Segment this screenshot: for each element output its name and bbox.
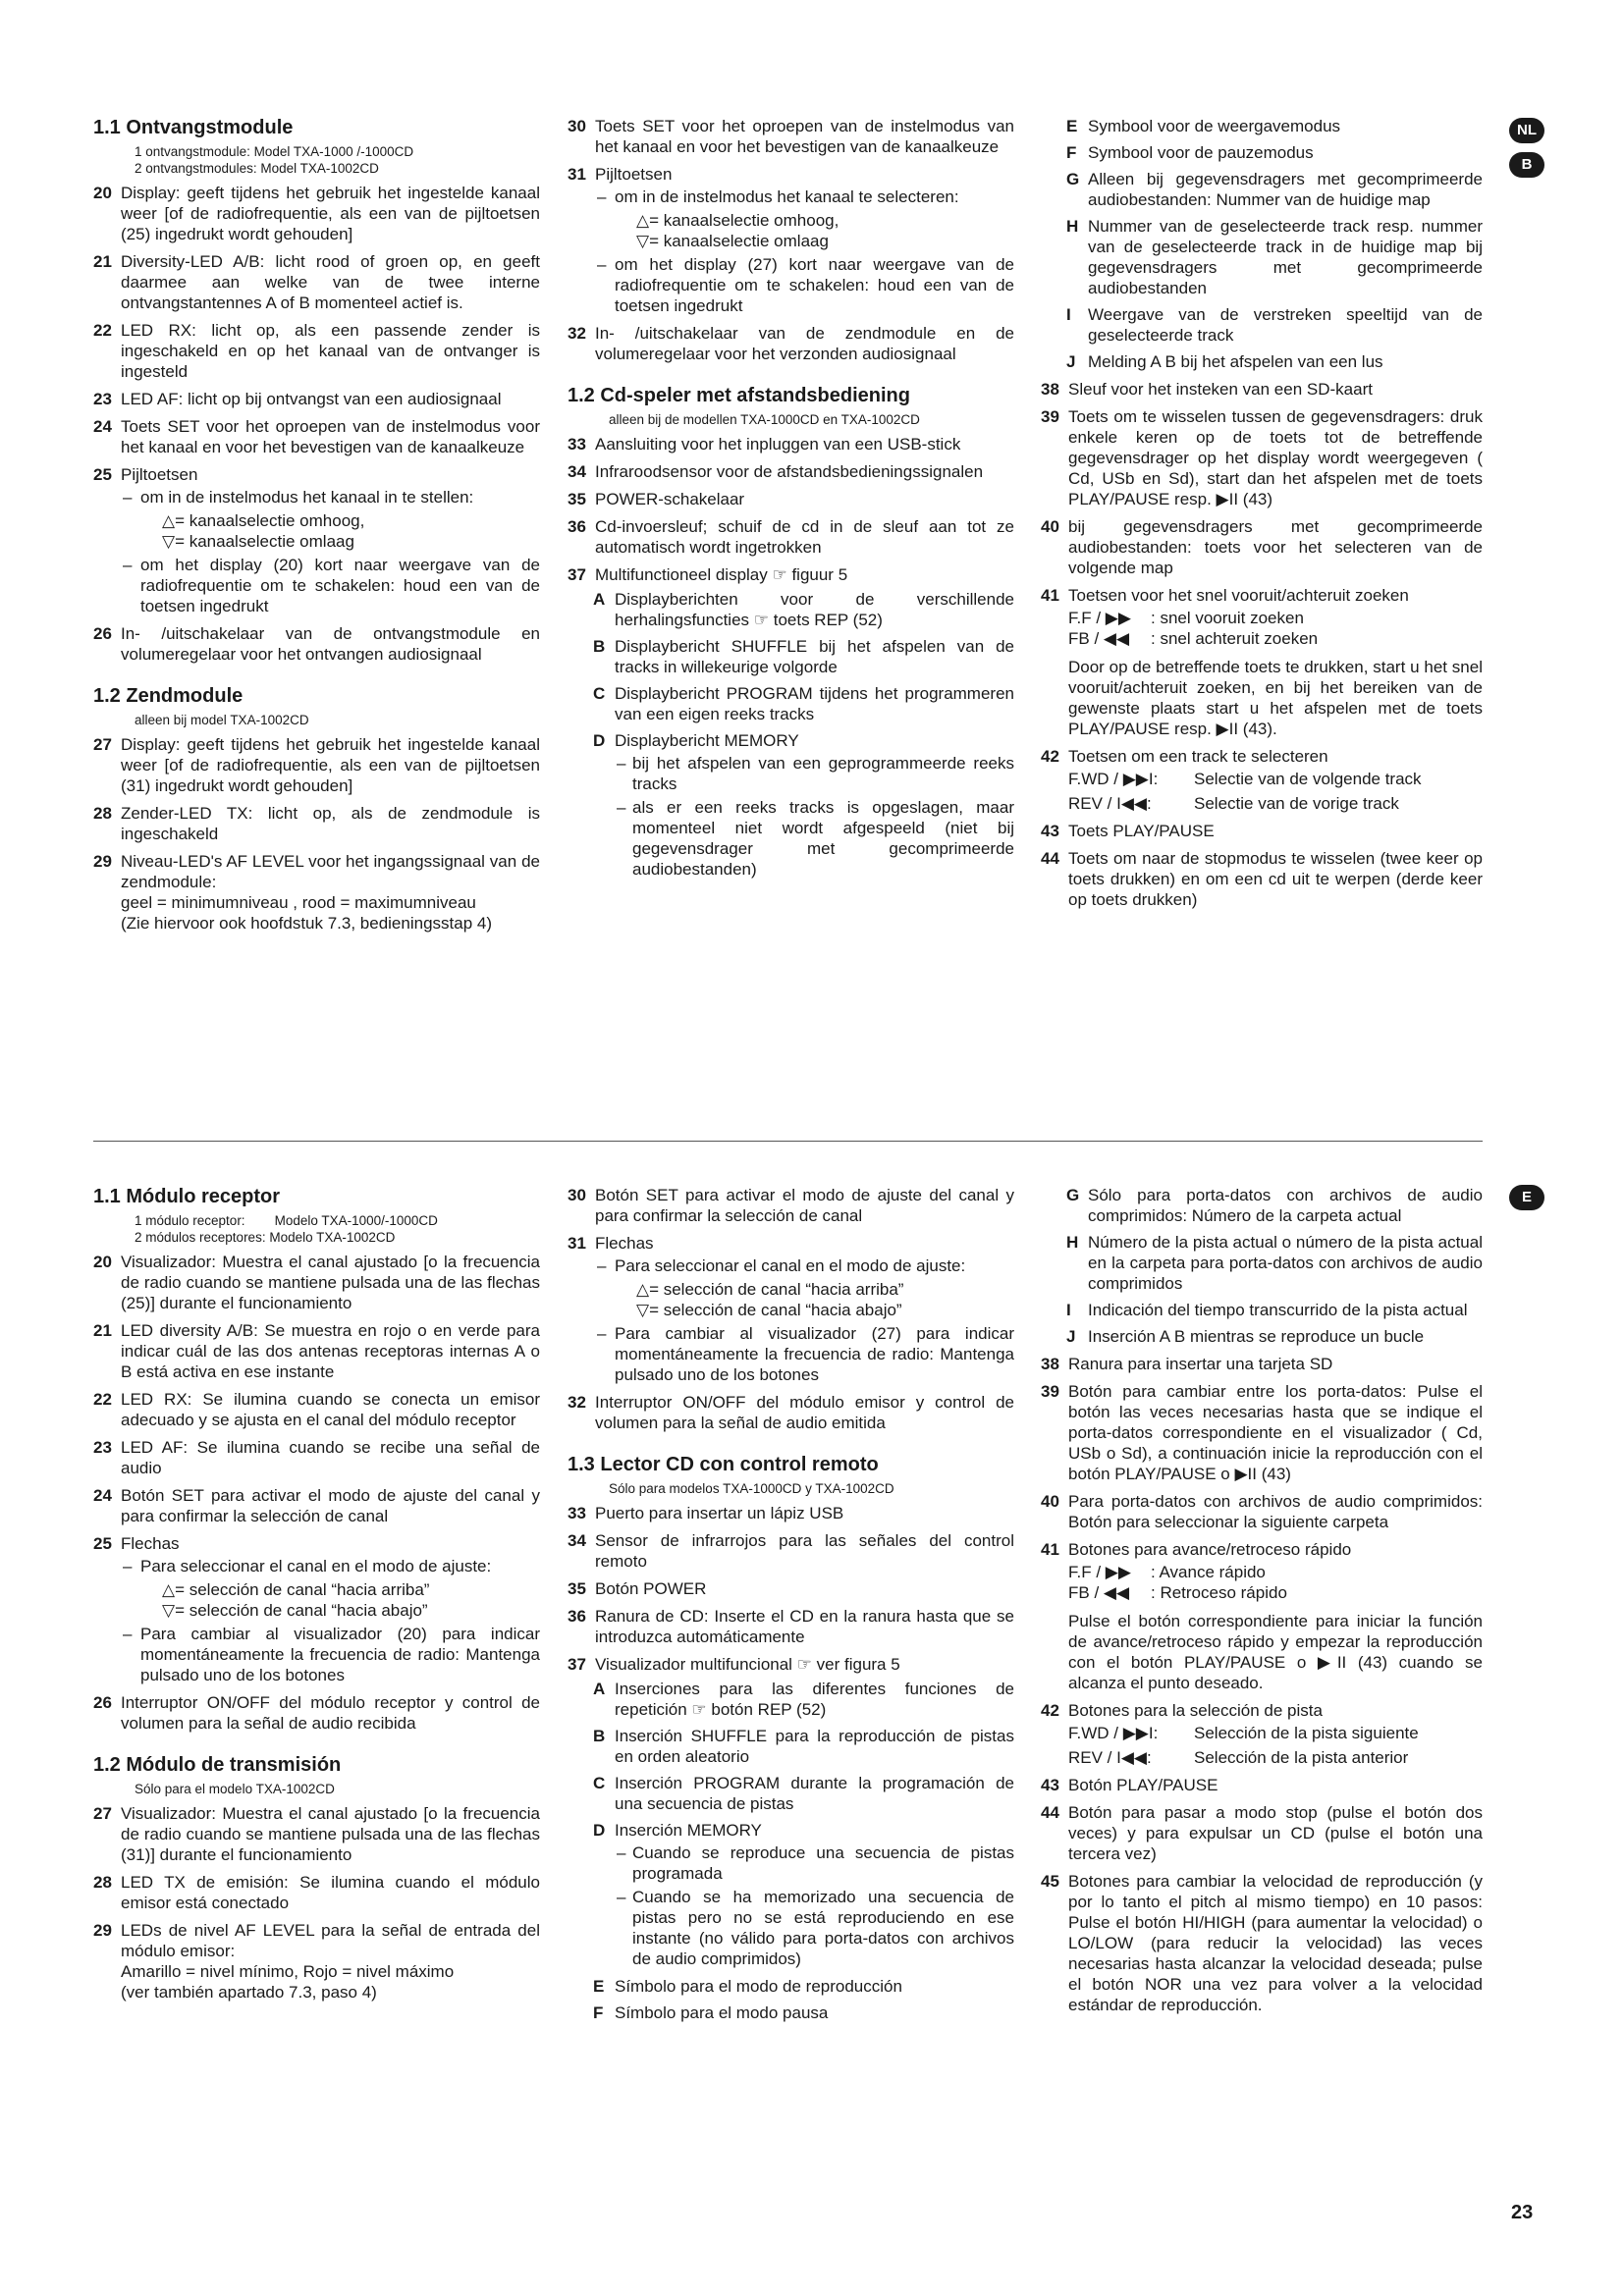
section-title: 1.1 Ontvangstmodule [93,117,294,138]
item-27: 27 Visualizador: Muestra el canal ajustado [o la frecuencia de radio cuando se mantiene pulsada una de las flechas (31)] durante el funcionamiento [93,1804,540,1864]
item-37-list-cont: G Sólo para porta-datos con archivos de audio comprimidos: Número de la carpeta actual H Número de la pista actual o número de la pista actual en la carpeta para porta-datos con archivos de audio comprimidos I Indicación del tiempo transcurrido de la pista actual J Inserción A B mientras se reproduce un bucle [1066,1186,1483,1346]
item-43: 43 Botón PLAY/PAUSE [1041,1776,1218,1794]
item-25-list: – om in de instelmodus het kanaal in te stellen: △= kanaalselectie omhoog, ▽= kanaalselectie omlaag – om het display (20) kort naar weergave van de radiofrequentie om te schakelen: houd een van de toetsen ingedrukt [123,488,540,615]
item-29-detail: (Zie hiervoor ook hoofdstuk 7.3, bedieningsstap 4) [121,914,493,933]
item-25: 25 Flechas [93,1534,180,1553]
section-subtitle: Sólo para el modelo TXA-1002CD [135,1782,335,1796]
item-41-keys: F.F / ▶▶ : Avance rápido FB / ◀◀ : Retroceso rápido Pulse el botón correspondiente para iniciar la función de avance/retroceso rápido y empezar la reproducción con el botón PLAY/PAUSE o ▶II (43) cuando se alcanza el punto deseado. [1068,1563,1483,1692]
item-42: 42 Toetsen om een track te selecteren [1041,747,1328,766]
item-40: 40 bij gegevensdragers met gecomprimeerde audiobestanden: toets voor het selecteren van de volgende map [1041,517,1483,577]
nl-column-1 [93,116,540,934]
item-32: 32 Interruptor ON/OFF del módulo emisor y control de volumen para la señal de audio emitida [568,1393,1014,1432]
item-32: 32 In- /uitschakelaar van de zendmodule en de volumeregelaar voor het verzonden audiosignaal [568,324,1014,363]
es-column-3 [1041,1185,1483,2022]
item-36: 36 Cd-invoersleuf; schuif de cd in de sleuf aan tot ze automatisch wordt ingetrokken [568,517,1014,557]
item-29: 29 Niveau-LED's AF LEVEL voor het ingangssignaal van de zendmodule: [93,852,540,891]
item-35: 35 POWER-schakelaar [568,490,745,508]
language-badge-e: E [1509,1185,1544,1210]
item-42-keys: F.WD / ▶▶I: Selección de la pista siguiente REV / I◀◀: Selección de la pista anterior [1068,1724,1419,1767]
language-badge-b: B [1509,152,1544,178]
item-30: 30 Toets SET voor het oproepen van de instelmodus van het kanaal en voor het bevestigen van de kanaalkeuze [568,117,1014,156]
item-21: 21 LED diversity A/B: Se muestra en rojo o en verde para indicar cuál de las dos antenas receptoras internas A o B está activa en ese instante [93,1321,540,1381]
item-44: 44 Botón para pasar a modo stop (pulse el botón dos veces) y para expulsar un CD (pulse el botón una tercera vez) [1041,1803,1483,1863]
item-38: 38 Ranura para insertar una tarjeta SD [1041,1355,1333,1373]
item-35: 35 Botón POWER [568,1579,707,1598]
item-31: 31 Pijltoetsen [568,165,673,184]
item-43: 43 Toets PLAY/PAUSE [1041,822,1215,840]
language-badge-nl: NL [1509,118,1544,143]
item-33: 33 Aansluiting voor het inpluggen van een USB-stick [568,435,961,454]
item-41: 41 Botones para avance/retroceso rápido [1041,1540,1352,1559]
item-38: 38 Sleuf voor het insteken van een SD-kaart [1041,380,1373,399]
section-subtitle: 2 módulos receptores: Modelo TXA-1002CD [135,1230,396,1245]
item-29: 29 LEDs de nivel AF LEVEL para la señal de entrada del módulo emisor: [93,1921,540,1960]
section-divider [93,1141,1483,1142]
item-37: 37 Multifunctioneel display ☞ figuur 5 [568,565,848,584]
item-23: 23 LED AF: licht op bij ontvangst van een audiosignaal [93,390,502,408]
item-37-list-cont: E Symbool voor de weergavemodus F Symbool voor de pauzemodus G Alleen bij gegevensdragers met gecomprimeerde audiobestanden: Nummer van de huidige map H Nummer van de geselecteerde track resp. nummer van de geselecteerde track in de huidige map bij gegevensdragers met gecomprimeerde audiobestanden I Weergave van de verstreken speeltijd van de geselecteerde track J Melding A B bij het afspelen van een lus [1066,117,1483,371]
section-subtitle: 2 ontvangstmodules: Model TXA-1002CD [135,161,379,176]
item-34: 34 Sensor de infrarrojos para las señales del control remoto [568,1531,1014,1571]
section-subtitle: 1 módulo receptor: Modelo TXA-1000/-1000CD [135,1213,438,1228]
item-20: 20 Display: geeft tijdens het gebruik het ingestelde kanaal weer [of de radiofrequentie, als een van de pijltoetsen (25) ingedrukt wordt gehouden] [93,184,540,243]
item-37-list: A Inserciones para las diferentes funciones de repetición ☞ botón REP (52) B Inserción SHUFFLE para la reproducción de pistas en orden aleatorio C Inserción PROGRAM durante la programación de una secuencia de pistas D Inserción MEMORY – Cuando se reproduce una secuencia de pistas programada – Cuando se ha memorizado una secuencia de pistas pero no se está reproduciendo en ese instante (no válido para porta-datos con archivos de audio comprimidos) E Símbolo para el modo de reproducción F Símbolo para el modo pausa [593,1680,1014,2022]
section-title: 1.1 Módulo receptor [93,1186,281,1207]
item-26: 26 Interruptor ON/OFF del módulo receptor y control de volumen para la señal de audio recibida [93,1693,540,1733]
item-36: 36 Ranura de CD: Inserte el CD en la ranura hasta que se introduzca automáticamente [568,1607,1014,1646]
item-24: 24 Toets SET voor het oproepen van de instelmodus voor het kanaal en voor het bevestigen van de kanaalkeuze [93,417,540,456]
item-42: 42 Botones para la selección de pista [1041,1701,1323,1720]
section-subtitle: alleen bij model TXA-1002CD [135,713,309,727]
item-37: 37 Visualizador multifuncional ☞ ver figura 5 [568,1655,900,1674]
section-subtitle: Sólo para modelos TXA-1000CD y TXA-1002CD [609,1481,894,1496]
item-29-detail: (ver también apartado 7.3, paso 4) [121,1983,377,2002]
nl-column-3 [1041,116,1483,917]
item-25-list: – Para seleccionar el canal en el modo de ajuste: △= selección de canal “hacia arriba” ▽= selección de canal “hacia abajo” – Para cambiar al visualizador (20) para indicar momentáneamente la frecuencia de radio: Mantenga pulsado uno de los botones [123,1557,540,1684]
section-title: 1.2 Zendmodule [93,685,244,707]
item-28: 28 LED TX de emisión: Se ilumina cuando el módulo emisor está conectado [93,1873,540,1912]
item-26: 26 In- /uitschakelaar van de ontvangstmodule en volumeregelaar voor het ontvangen audiosignaal [93,624,540,664]
page-number: 23 [1511,2202,1534,2223]
item-39: 39 Toets om te wisselen tussen de gegevensdragers: druk enkele keren op de toets tot de betreffende gegevensdrager op het display wordt weergegeven ( Cd, USb en Sd), start dan het afspelen met de toets PLAY/PAUSE resp. ▶II (43) [1041,407,1483,508]
item-21: 21 Diversity-LED A/B: licht rood of groen op, en geeft daarmee aan welke van de twee interne ontvangstantennes A of B momenteel actief is. [93,252,540,312]
item-29-detail: geel = minimumniveau , rood = maximumniveau [121,893,476,912]
item-29-detail: Amarillo = nivel mínimo, Rojo = nivel máximo [121,1962,455,1981]
item-20: 20 Visualizador: Muestra el canal ajustado [o la frecuencia de radio cuando se mantiene pulsada una de las flechas (25)] durante el funcionamiento [93,1253,540,1312]
item-44: 44 Toets om naar de stopmodus te wisselen (twee keer op toets drukken) en om een cd uit te werpen (derde keer op toets drukken) [1041,849,1483,909]
item-24: 24 Botón SET para activar el modo de ajuste del canal y para confirmar la selección de canal [93,1486,540,1525]
item-31-list: – Para seleccionar el canal en el modo de ajuste: △= selección de canal “hacia arriba” ▽= selección de canal “hacia abajo” – Para cambiar al visualizador (27) para indicar momentáneamente la frecuencia de radio: Mantenga pulsado uno de los botones [597,1256,1014,1384]
es-column-1 [93,1185,540,2002]
item-28: 28 Zender-LED TX: licht op, als de zendmodule is ingeschakeld [93,804,540,843]
item-41-keys: F.F / ▶▶ : snel vooruit zoeken FB / ◀◀ : snel achteruit zoeken Door op de betreffende toets te drukken, start u het snel vooruit/achteruit zoeken, en bij het bereiken van de gewenste plaats start u het afspelen met de toets PLAY/PAUSE resp. ▶II (43). [1068,609,1483,738]
section-subtitle: alleen bij de modellen TXA-1000CD en TXA-1002CD [609,412,920,427]
item-31-list: – om in de instelmodus het kanaal te selecteren: △= kanaalselectie omhoog, ▽= kanaalselectie omlaag – om het display (27) kort naar weergave van de radiofrequentie om te schakelen: houd een van de toetsen ingedrukt [597,187,1014,315]
item-39: 39 Botón para cambiar entre los porta-datos: Pulse el botón las veces necesarias hasta que se indique el porta-datos correspondiente en el visualizador ( Cd, USb o Sd), a continuación inicie la reproducción con el botón PLAY/PAUSE o ▶II (43) [1041,1382,1483,1483]
es-column-2 [568,1185,1014,2030]
item-25: 25 Pijltoetsen [93,465,198,484]
item-45: 45 Botones para cambiar la velocidad de reproducción (y por lo tanto el pitch al mismo tiempo) en 10 pasos: Pulse el botón HI/HIGH (para aumentar la velocidad) o LO/LOW (para reducir la velocidad) las veces necesarias hasta alcanzar la velocidad deseada; pulse el botón NOR una vez para volver a la velocidad estándar de reproducción. [1041,1872,1483,2014]
nl-column-2 [568,116,1014,886]
section-title: 1.3 Lector CD con control remoto [568,1454,879,1475]
item-40: 40 Para porta-datos con archivos de audio comprimidos: Botón para seleccionar la siguiente carpeta [1041,1492,1483,1531]
item-23: 23 LED AF: Se ilumina cuando se recibe una señal de audio [93,1438,540,1477]
item-22: 22 LED RX: Se ilumina cuando se conecta un emisor adecuado y se ajusta en el canal del módulo receptor [93,1390,540,1429]
item-27: 27 Display: geeft tijdens het gebruik het ingestelde kanaal weer [of de radiofrequentie, als een van de pijltoetsen (31) ingedrukt wordt gehouden] [93,735,540,795]
section-subtitle: 1 ontvangstmodule: Model TXA-1000 /-1000CD [135,144,414,159]
item-31: 31 Flechas [568,1234,654,1253]
item-34: 34 Infraroodsensor voor de afstandsbedieningssignalen [568,462,984,481]
item-22: 22 LED RX: licht op, als een passende zender is ingeschakeld en op het kanaal van de ontvanger is ingesteld [93,321,540,381]
item-37-list: A Displayberichten voor de verschillende herhalingsfuncties ☞ toets REP (52) B Displaybericht SHUFFLE bij het afspelen van de tracks in willekeurige volgorde C Displaybericht PROGRAM tijdens het programmeren van een eigen reeks tracks D Displaybericht MEMORY – bij het afspelen van een geprogrammeerde reeks tracks – als er een reeks tracks is opgeslagen, maar momenteel niet wordt afgespeeld (niet bij gegevensdrager met gecomprimeerde audiobestanden) [593,590,1014,879]
item-42-keys: F.WD / ▶▶I: Selectie van de volgende track REV / I◀◀: Selectie van de vorige track [1068,770,1422,813]
item-30: 30 Botón SET para activar el modo de ajuste del canal y para confirmar la selección de canal [568,1186,1014,1225]
section-title: 1.2 Módulo de transmisión [93,1754,342,1776]
section-title: 1.2 Cd-speler met afstandsbediening [568,385,910,406]
item-33: 33 Puerto para insertar un lápiz USB [568,1504,844,1522]
item-41: 41 Toetsen voor het snel vooruit/achteruit zoeken [1041,586,1409,605]
